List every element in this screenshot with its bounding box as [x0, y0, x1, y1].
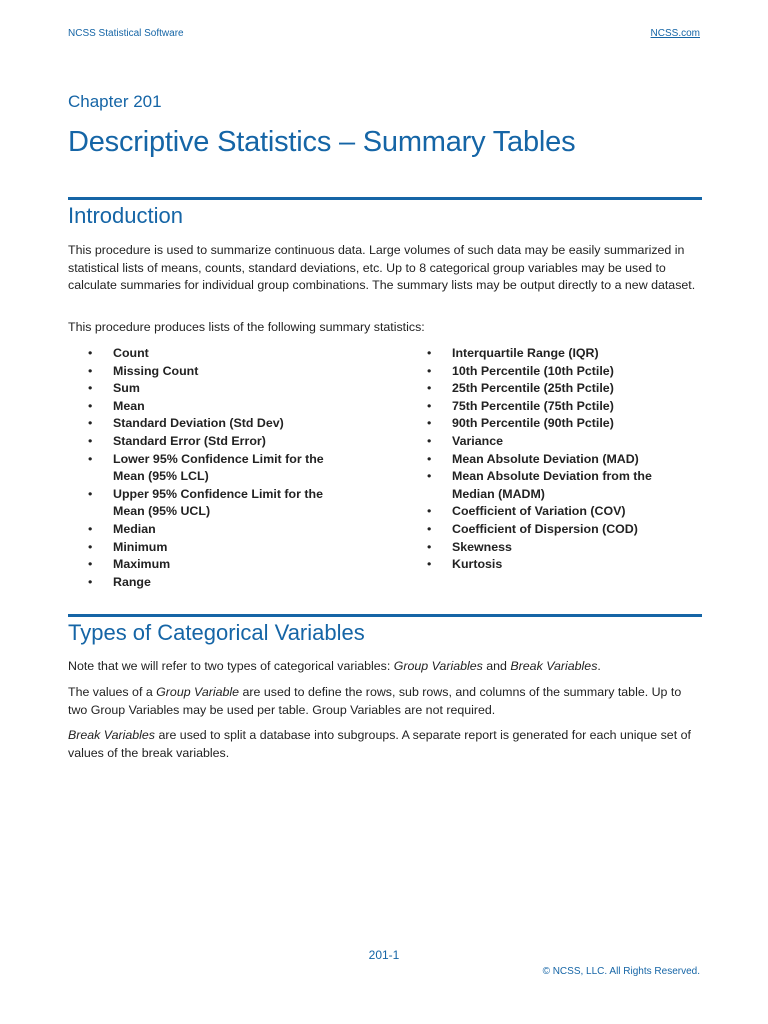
types-paragraph-3: Break Variables are used to split a database into subgroups. A separate report is generated for each unique set of values of the break variables. — [68, 728, 691, 760]
intro-list-lead: This procedure produces lists of the following summary statistics: — [68, 320, 425, 334]
statistic-list-item: • Mean Absolute Deviation from the Median (MADM) — [427, 468, 697, 503]
statistic-list-item: • Coefficient of Variation (COV) — [427, 503, 697, 521]
statistic-list-item: • 75th Percentile (75th Pctile) — [427, 398, 697, 416]
statistic-list-item: • Range — [88, 574, 350, 592]
header-website-link[interactable]: NCSS.com — [650, 28, 700, 39]
statistic-list-item: • 25th Percentile (25th Pctile) — [427, 380, 697, 398]
chapter-number: Chapter 201 — [68, 92, 162, 111]
types-paragraph-1: Note that we will refer to two types of categorical variables: Group Variables and Break Variables. — [68, 659, 601, 673]
statistic-list-item: • Mean Absolute Deviation (MAD) — [427, 451, 697, 469]
statistic-list-item: • Lower 95% Confidence Limit for the Mean (95% LCL) — [88, 451, 350, 486]
statistic-list-item: • Interquartile Range (IQR) — [427, 345, 697, 363]
statistics-list-left — [88, 345, 350, 591]
statistic-list-item: • 10th Percentile (10th Pctile) — [427, 363, 697, 381]
page-title: Descriptive Statistics – Summary Tables — [68, 126, 576, 158]
copyright-notice: © NCSS, LLC. All Rights Reserved. — [542, 966, 700, 977]
statistic-list-item: • Kurtosis — [427, 556, 697, 574]
statistic-list-item: • Standard Deviation (Std Dev) — [88, 415, 350, 433]
statistic-list-item: • Minimum — [88, 539, 350, 557]
header-software-name: NCSS Statistical Software — [68, 28, 184, 39]
section-heading-introduction: Introduction — [68, 203, 183, 228]
statistic-list-item: • Count — [88, 345, 350, 363]
statistic-list-item: • Skewness — [427, 539, 697, 557]
intro-paragraph: This procedure is used to summarize continuous data. Large volumes of such data may be easily summarized in statistical lists of means, counts, standard deviations, etc. Up to 8 categorical group variables may be used to calculate summaries for individual group combinations. The summary lists may be output directly to a new dataset. — [68, 243, 696, 293]
section-divider-introduction — [68, 197, 702, 200]
statistic-list-item: • Missing Count — [88, 363, 350, 381]
statistic-list-item: • Sum — [88, 380, 350, 398]
statistic-list-item: • Variance — [427, 433, 697, 451]
statistic-list-item: • Maximum — [88, 556, 350, 574]
statistic-list-item: • Upper 95% Confidence Limit for the Mean (95% UCL) — [88, 486, 350, 521]
section-heading-types: Types of Categorical Variables — [68, 620, 365, 645]
statistic-list-item: • Standard Error (Std Error) — [88, 433, 350, 451]
statistic-list-item: • 90th Percentile (90th Pctile) — [427, 415, 697, 433]
statistic-list-item: • Coefficient of Dispersion (COD) — [427, 521, 697, 539]
section-divider-types — [68, 614, 702, 617]
page-number: 201-1 — [368, 948, 400, 962]
statistic-list-item: • Mean — [88, 398, 350, 416]
statistic-list-item: • Median — [88, 521, 350, 539]
statistics-list-right — [427, 345, 697, 574]
types-paragraph-2: The values of a Group Variable are used to define the rows, sub rows, and columns of the summary table. Up to two Group Variables may be used per table. Group Variables are not required. — [68, 685, 682, 717]
